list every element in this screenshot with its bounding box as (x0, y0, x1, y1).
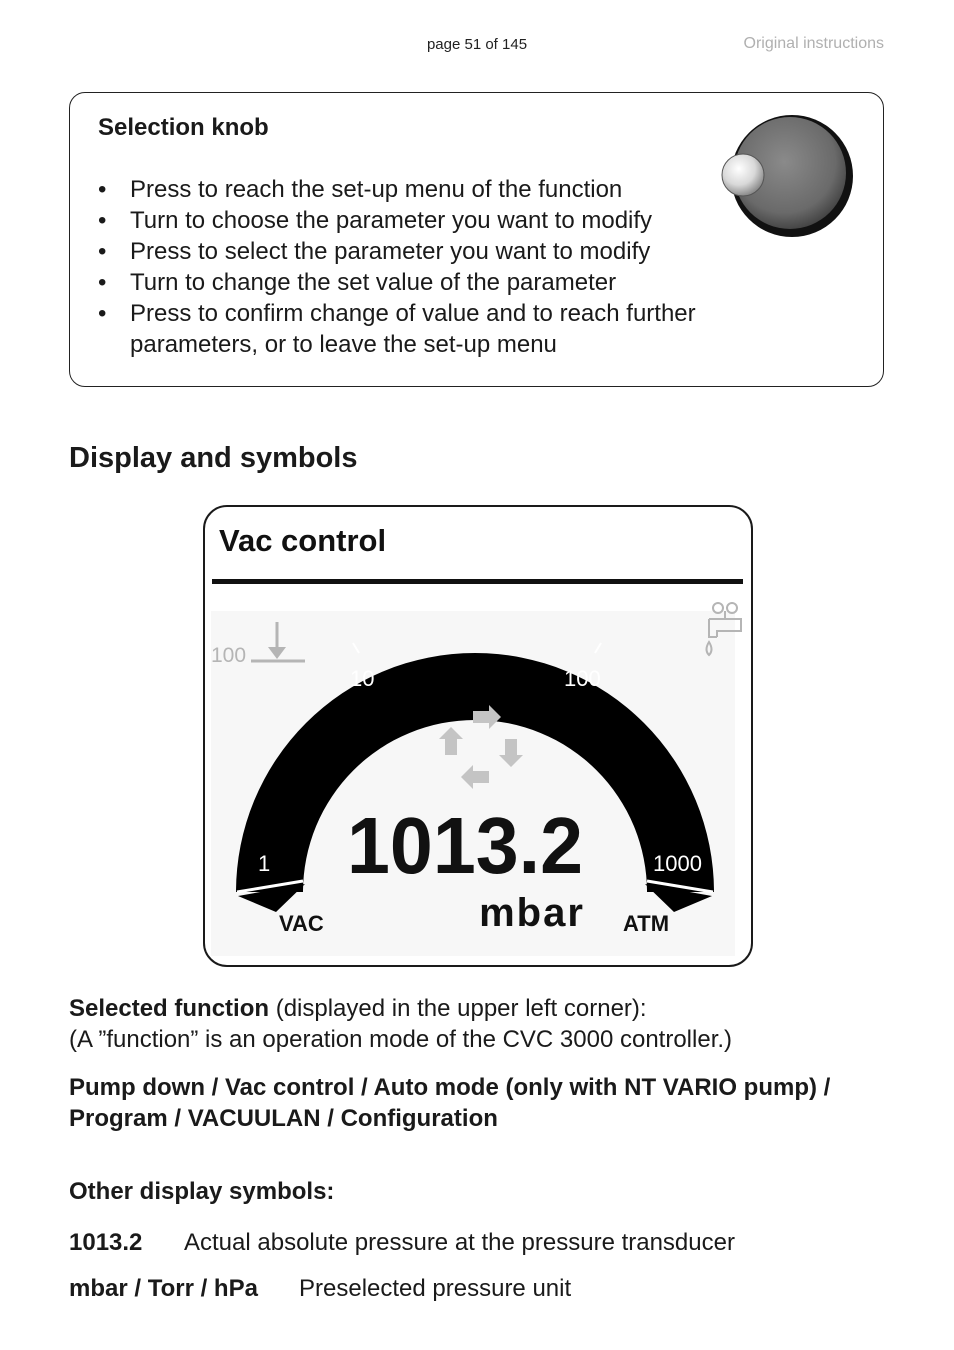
section-title: Display and symbols (69, 442, 358, 474)
selection-knob-icon (716, 112, 862, 242)
document-status: Original instructions (743, 35, 884, 52)
list-item: • Turn to choose the parameter you want to modify (98, 205, 778, 236)
scale-label-1000: 1000 (653, 851, 702, 876)
vac-label: VAC (279, 911, 324, 936)
pressure-gauge (205, 507, 753, 967)
controller-display (203, 505, 753, 967)
knob-instruction-list (98, 174, 778, 360)
pressure-unit: mbar (479, 891, 585, 935)
page-number: page 51 of 145 (426, 36, 528, 53)
symbol-term: 1013.2 (69, 1229, 143, 1256)
functions-list: Pump down / Vac control / Auto mode (only with NT VARIO pump) / Program / VACUULAN / Configuration (69, 1074, 831, 1132)
list-item: • Press to confirm change of value and to reach further parameters, or to leave the set-up menu (98, 298, 778, 360)
symbol-desc: Preselected pressure unit (299, 1275, 572, 1302)
symbol-term: mbar / Torr / hPa (69, 1275, 258, 1302)
selected-function-paragraph (69, 993, 899, 1055)
other-symbols-title: Other display symbols: (69, 1178, 335, 1205)
list-item: • Press to select the parameter you want to modify (98, 236, 778, 267)
function-name: Vac control (219, 523, 387, 558)
selected-function-note: (A ”function” is an operation mode of the CVC 3000 controller.) (69, 1026, 733, 1053)
selected-function-term: Selected function (69, 995, 270, 1022)
scale-label-1: 1 (258, 851, 271, 876)
setpoint-label: 100 (211, 644, 247, 667)
scale-label-100: 100 (564, 666, 601, 691)
selected-function-desc: (displayed in the upper left corner): (269, 995, 647, 1022)
atm-label: ATM (623, 911, 670, 936)
list-item: • Press to reach the set-up menu of the function (98, 174, 778, 205)
pressure-value: 1013.2 (347, 801, 583, 890)
scale-label-10: 10 (350, 666, 375, 691)
symbol-desc: Actual absolute pressure at the pressure transducer (184, 1229, 735, 1256)
knob-box-title: Selection knob (98, 114, 269, 141)
list-item: • Turn to change the set value of the parameter (98, 267, 778, 298)
